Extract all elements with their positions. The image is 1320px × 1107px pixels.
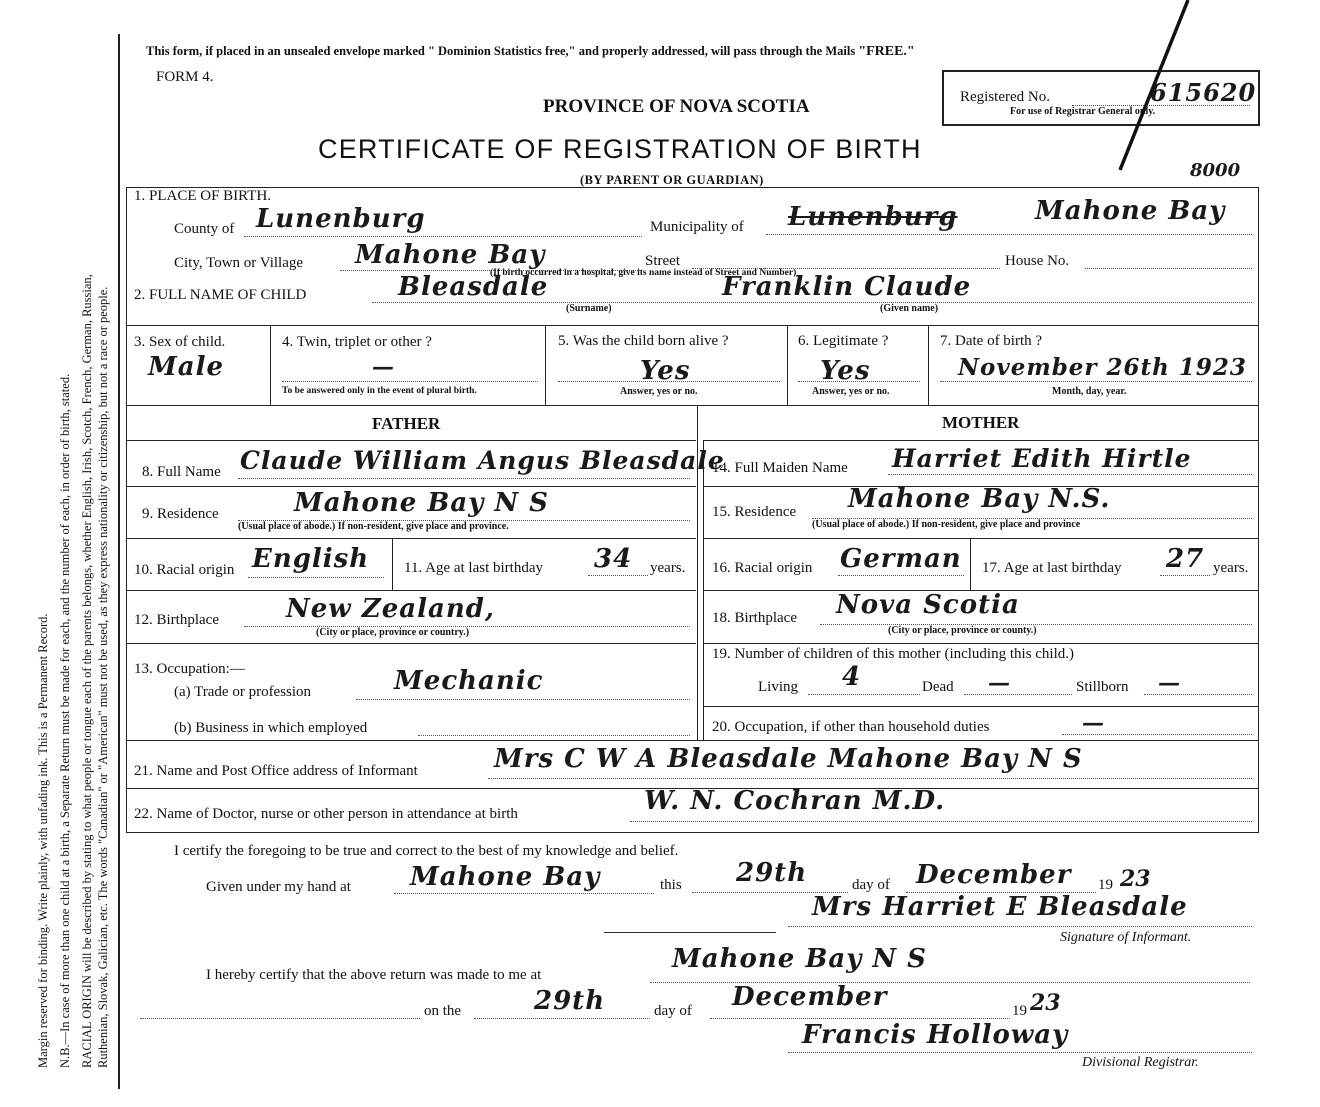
mail-note: This form, if placed in an unsealed envelope marked " Dominion Statistics free," and properly addressed, will pass through the Mails "FREE."	[146, 44, 915, 59]
informant-certify-statement: I certify the foregoing to be true and correct to the best of my knowledge and belief.	[174, 843, 679, 859]
registrar-lead-line	[140, 1018, 420, 1019]
mother-birthplace-note: (City or place, province or county.)	[888, 625, 1037, 636]
province-heading: PROVINCE OF NOVA SCOTIA	[543, 96, 810, 117]
row3-div3	[787, 325, 788, 405]
mother-race-value: German	[840, 544, 962, 574]
registrar-signature: Francis Holloway	[802, 1020, 1069, 1050]
registrar-statement: I hereby certify that the above return was made to me at	[206, 967, 542, 983]
form-number: FORM 4.	[156, 69, 214, 85]
registrar-year-prefix: 19	[1012, 1003, 1027, 1019]
father-row-line-4	[126, 590, 696, 591]
row3-top	[126, 325, 1258, 326]
doctor-line	[630, 821, 1252, 822]
given-place-value: Mahone Bay	[410, 862, 601, 892]
registrar-year-value: 23	[1030, 990, 1061, 1016]
mother-name-line	[888, 474, 1252, 475]
dead-line	[964, 694, 1072, 695]
city-label: City, Town or Village	[174, 255, 304, 271]
father-heading: FATHER	[372, 414, 441, 433]
father-row-line-5	[126, 643, 696, 644]
registrar-dayof-label: day of	[654, 1003, 692, 1019]
father-business-label: (b) Business in which employed	[174, 720, 368, 736]
child-name-label: 2. FULL NAME OF CHILD	[134, 287, 307, 303]
mother-race-label: 16. Racial origin	[712, 560, 813, 576]
certificate-subtitle: (BY PARENT OR GUARDIAN)	[580, 173, 764, 187]
informant-line	[488, 778, 1252, 779]
informant-signature-label: Signature of Informant.	[1060, 930, 1192, 945]
cert-day-value: 29th	[736, 858, 808, 888]
given-place-line	[394, 893, 654, 894]
father-age-label: 11. Age at last birthday	[404, 560, 543, 576]
legit-note: Answer, yes or no.	[812, 386, 890, 397]
father-row-line-1	[126, 440, 696, 441]
father-trade-line	[356, 699, 690, 700]
legit-label: 6. Legitimate ?	[798, 333, 889, 349]
mother-birthplace-value: Nova Scotia	[836, 590, 1020, 620]
mother-age-divider	[970, 538, 971, 590]
informant-signature: Mrs Harriet E Bleasdale	[812, 892, 1188, 922]
father-row-line-3	[126, 538, 696, 539]
cert-year-value: 23	[1120, 866, 1151, 892]
hospital-note: (If birth occurred in a hospital, give its name instead of Street and Number)	[490, 268, 797, 278]
cert-year-prefix: 19	[1098, 877, 1113, 893]
father-name-label: 8. Full Name	[142, 464, 221, 480]
side-note-3: RACIAL ORIGIN will be described by stating to what people or tongue each of the parents belongs, whether English, Irish, Scotch, French, German, Russian,	[80, 274, 94, 1068]
father-residence-label: 9. Residence	[142, 506, 219, 522]
informant-value: Mrs C W A Bleasdale Mahone Bay N S	[494, 744, 1083, 774]
informant-label: 21. Name and Post Office address of Informant	[134, 763, 418, 779]
house-label: House No.	[1005, 253, 1070, 269]
father-age-divider	[392, 538, 393, 590]
given-under-label: Given under my hand at	[206, 879, 351, 895]
father-race-line	[248, 577, 384, 578]
mother-name-label: 14. Full Maiden Name	[712, 460, 848, 476]
given-name-note: (Given name)	[880, 303, 939, 314]
twin-note: To be answered only in the event of plural birth.	[282, 386, 477, 396]
father-business-line	[418, 735, 690, 736]
municipality-struck: Lunenburg	[788, 202, 958, 232]
binding-margin-line	[118, 34, 120, 1089]
mother-occupation-value: —	[1082, 710, 1104, 736]
registered-number-value: 615620	[1150, 78, 1257, 107]
father-trade-label: (a) Trade or profession	[174, 684, 312, 700]
child-surname: Bleasdale	[398, 272, 549, 302]
row3-div1	[270, 325, 271, 405]
mother-row-line-1	[703, 440, 1258, 441]
sex-label: 3. Sex of child.	[134, 334, 226, 350]
mother-occupation-label: 20. Occupation, if other than household duties	[712, 719, 990, 735]
stillborn-value: —	[1158, 670, 1180, 696]
registrar-day-value: 29th	[534, 986, 606, 1016]
county-value: Lunenburg	[256, 204, 426, 234]
mother-age-unit: years.	[1213, 560, 1249, 576]
mother-residence-note: (Usual place of abode.) If non-resident, give place and province	[812, 519, 1081, 530]
father-birthplace-note: (City or place, province or country.)	[316, 627, 470, 638]
registrar-signature-line	[788, 1052, 1252, 1053]
dob-label: 7. Date of birth ?	[940, 333, 1043, 349]
side-note-4: Ruthenian, Slovak, Galician, etc. The words "Canadian" or "American" must not be used, as they express nationality or citizenship, but not a race or people.	[96, 286, 110, 1068]
row3-div2	[545, 325, 546, 405]
informant-row-top	[126, 740, 1258, 741]
frame-left	[126, 187, 127, 833]
sex-value: Male	[148, 352, 225, 382]
house-line	[1085, 268, 1252, 269]
stillborn-label: Stillborn	[1076, 679, 1129, 695]
frame-top	[126, 187, 1258, 188]
municipality-line	[766, 234, 1252, 235]
registrar-place-value: Mahone Bay N S	[672, 944, 927, 974]
dead-value: —	[988, 670, 1010, 696]
father-race-label: 10. Racial origin	[134, 562, 235, 578]
father-row-line-2	[126, 486, 696, 487]
mother-race-line	[838, 575, 964, 576]
registrar-month-line	[710, 1018, 1010, 1019]
dead-label: Dead	[922, 679, 954, 695]
row3-div4	[928, 325, 929, 405]
living-line	[808, 694, 920, 695]
mother-residence-label: 15. Residence	[712, 504, 797, 520]
twin-value: —	[372, 354, 394, 380]
mother-age-value: 27	[1166, 544, 1205, 574]
registrar-month-value: December	[732, 982, 888, 1012]
father-birthplace-label: 12. Birthplace	[134, 612, 219, 628]
dob-line	[940, 381, 1252, 382]
registrar-on-label: on the	[424, 1003, 462, 1019]
mother-heading: MOTHER	[942, 413, 1020, 432]
dob-value: November 26th 1923	[958, 354, 1247, 381]
living-value: 4	[842, 662, 862, 692]
legit-value: Yes	[820, 356, 871, 386]
county-line	[244, 236, 642, 237]
municipality-value: Mahone Bay	[1035, 196, 1226, 226]
father-name-line	[238, 478, 690, 479]
child-given-name: Franklin Claude	[722, 272, 972, 302]
mother-birthplace-label: 18. Birthplace	[712, 610, 797, 626]
cert-blank-line	[604, 932, 776, 933]
registered-number-note: For use of Registrar General only.	[1010, 106, 1156, 117]
cert-month-value: December	[916, 860, 1072, 890]
father-residence-value: Mahone Bay N S	[294, 488, 549, 518]
stamp-number: 8000	[1190, 160, 1241, 181]
father-birthplace-value: New Zealand,	[286, 594, 495, 624]
mother-row-line-5	[703, 643, 1258, 644]
registrar-pen-stroke	[1100, 0, 1200, 180]
place-heading: 1. PLACE OF BIRTH.	[134, 188, 272, 204]
county-label: County of	[174, 221, 235, 237]
side-note-1: Margin reserved for binding. Write plainly, with unfading ink. This is a Permanent Record.	[36, 613, 50, 1068]
certificate-title: CERTIFICATE OF REGISTRATION OF BIRTH	[318, 134, 922, 164]
children-count-label: 19. Number of children of this mother (including this child.)	[712, 646, 1075, 662]
mother-row-line-6	[703, 706, 1258, 707]
street-label: Street	[645, 253, 680, 269]
mother-row-line-3	[703, 538, 1258, 539]
mother-age-label: 17. Age at last birthday	[982, 560, 1122, 576]
side-note-2: N.B.—In case of more than one child at a birth, a Separate Return must be made for each, and the number of each, in order of birth, stated.	[58, 373, 72, 1068]
father-race-value: English	[252, 544, 370, 574]
doctor-value: W. N. Cochran M.D.	[644, 786, 946, 816]
father-age-line	[588, 575, 648, 576]
father-age-unit: years.	[650, 560, 686, 576]
municipality-label: Municipality of	[650, 219, 744, 235]
father-residence-note: (Usual place of abode.) If non-resident, give place and province.	[238, 521, 509, 532]
mother-age-line	[1160, 575, 1210, 576]
child-name-line	[372, 302, 1252, 303]
registrar-day-line	[474, 1018, 650, 1019]
legit-line	[798, 381, 920, 382]
registrar-signature-label: Divisional Registrar.	[1082, 1055, 1199, 1070]
doctor-label: 22. Name of Doctor, nurse or other person in attendance at birth	[134, 806, 518, 822]
city-value: Mahone Bay	[355, 240, 546, 270]
alive-label: 5. Was the child born alive ?	[558, 333, 729, 349]
alive-value: Yes	[640, 356, 691, 386]
registered-number-label: Registered No.	[960, 89, 1050, 105]
frame-bottom	[126, 832, 1258, 833]
father-occupation-label: 13. Occupation:—	[134, 661, 245, 677]
dob-note: Month, day, year.	[1052, 386, 1127, 397]
father-trade-value: Mechanic	[394, 666, 544, 696]
mother-residence-value: Mahone Bay N.S.	[848, 484, 1111, 514]
twin-line	[282, 381, 538, 382]
cert-dayof-label: day of	[852, 877, 890, 893]
alive-note: Answer, yes or no.	[620, 386, 698, 397]
alive-line	[558, 381, 780, 382]
frame-right	[1258, 187, 1259, 833]
row3-bottom	[126, 405, 1258, 406]
mother-name-value: Harriet Edith Hirtle	[892, 444, 1192, 473]
this-label: this	[660, 877, 682, 893]
twin-label: 4. Twin, triplet or other ?	[282, 334, 432, 350]
father-age-value: 34	[594, 544, 633, 574]
informant-signature-line	[788, 926, 1252, 927]
surname-note: (Surname)	[566, 303, 612, 314]
living-label: Living	[758, 679, 798, 695]
father-name-value: Claude William Angus Bleasdale	[240, 446, 725, 475]
